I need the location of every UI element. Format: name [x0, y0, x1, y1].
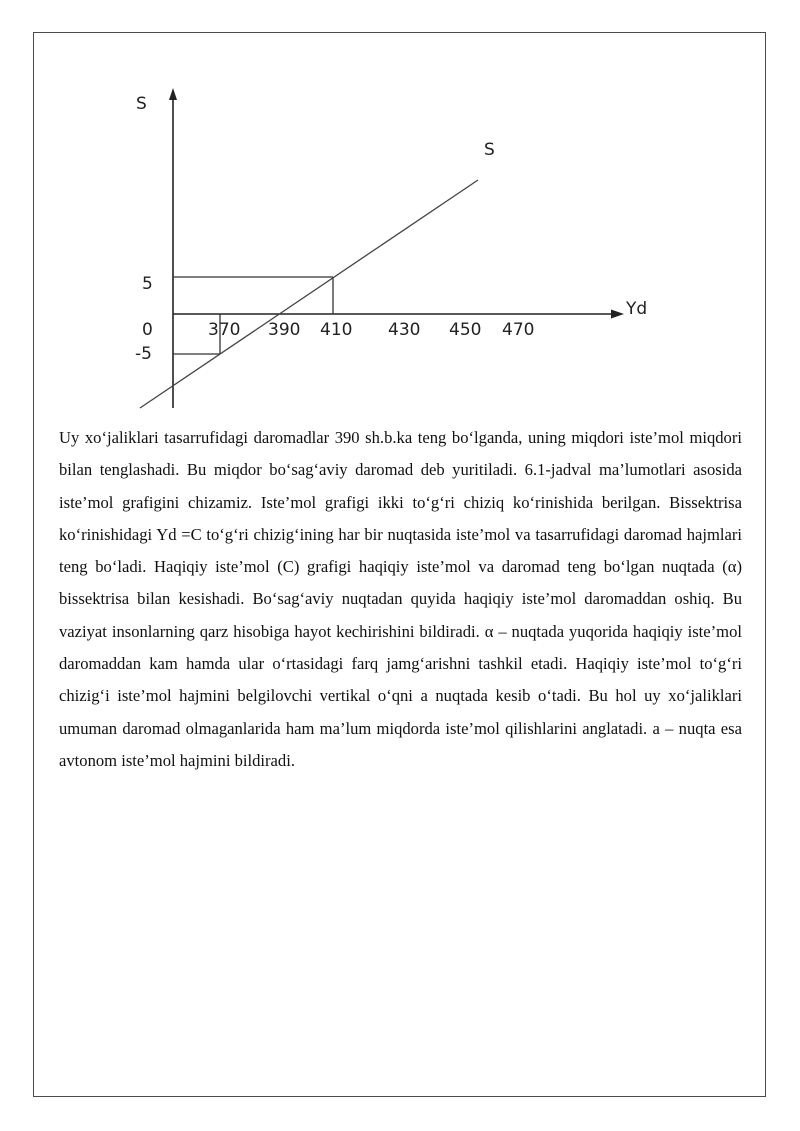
x-axis-arrow	[611, 310, 624, 319]
x-tick-label: 410	[320, 320, 353, 340]
savings-line-label: S	[484, 140, 495, 160]
x-tick-label: 450	[449, 320, 482, 340]
x-tick-label: 390	[268, 320, 301, 340]
savings-function-chart	[120, 80, 680, 420]
savings-line	[140, 180, 478, 408]
x-tick-label: 370	[208, 320, 241, 340]
x-tick-label: 470	[502, 320, 535, 340]
y-tick-label: -5	[135, 344, 152, 364]
y-tick-label: 5	[142, 274, 153, 294]
x-tick-label: 430	[388, 320, 421, 340]
chart-svg	[120, 80, 680, 420]
x-axis-label: Yd	[626, 299, 648, 319]
y-tick-label: 0	[142, 320, 153, 340]
body-paragraph: Uy xo‘jaliklari tasarrufidagi daromadlar 390 sh.b.ka teng bo‘lganda, uning miqdori iste’mol miqdori bilan tenglashadi. Bu miqdor bo‘sag‘aviy daromad deb yuritiladi. 6.1-jadval ma’lumotlari asosida iste’mol grafigini chizamiz. Iste’mol grafigi ikki to‘g‘ri chiziq ko‘rinishida berilgan. Bissektrisa ko‘rinishidagi Yd =C to‘g‘ri chizig‘ining har bir nuqtasida iste’mol va tasarrufidagi daromad hajmlari teng bo‘ladi. Haqiqiy iste’mol (C) grafigi haqiqiy iste’mol va daromad teng bo‘lgan nuqtada (α) bissektrisa bilan kesishadi. Bo‘sag‘aviy nuqtadan quyida haqiqiy iste’mol daromaddan oshiq. Bu vaziyat insonlarning qarz hisobiga hayot kechirishini bildiradi. α – nuqtada yuqorida haqiqiy iste’mol daromaddan kam hamda ular o‘rtasidagi farq jamg‘arishni tashkil etadi. Haqiqiy iste’mol to‘g‘ri chizig‘i iste’mol hajmini belgilovchi vertikal o‘qni a nuqtada kesib o‘tadi. Bu hol uy xo‘jaliklari umuman daromad olmaganlarida ham ma’lum miqdorda iste’mol qilishlarini anglatadi. a – nuqta esa avtonom iste’mol hajmini bildiradi.	[59, 428, 742, 770]
y-axis-label: S	[136, 94, 147, 114]
y-axis-arrow	[169, 88, 177, 100]
